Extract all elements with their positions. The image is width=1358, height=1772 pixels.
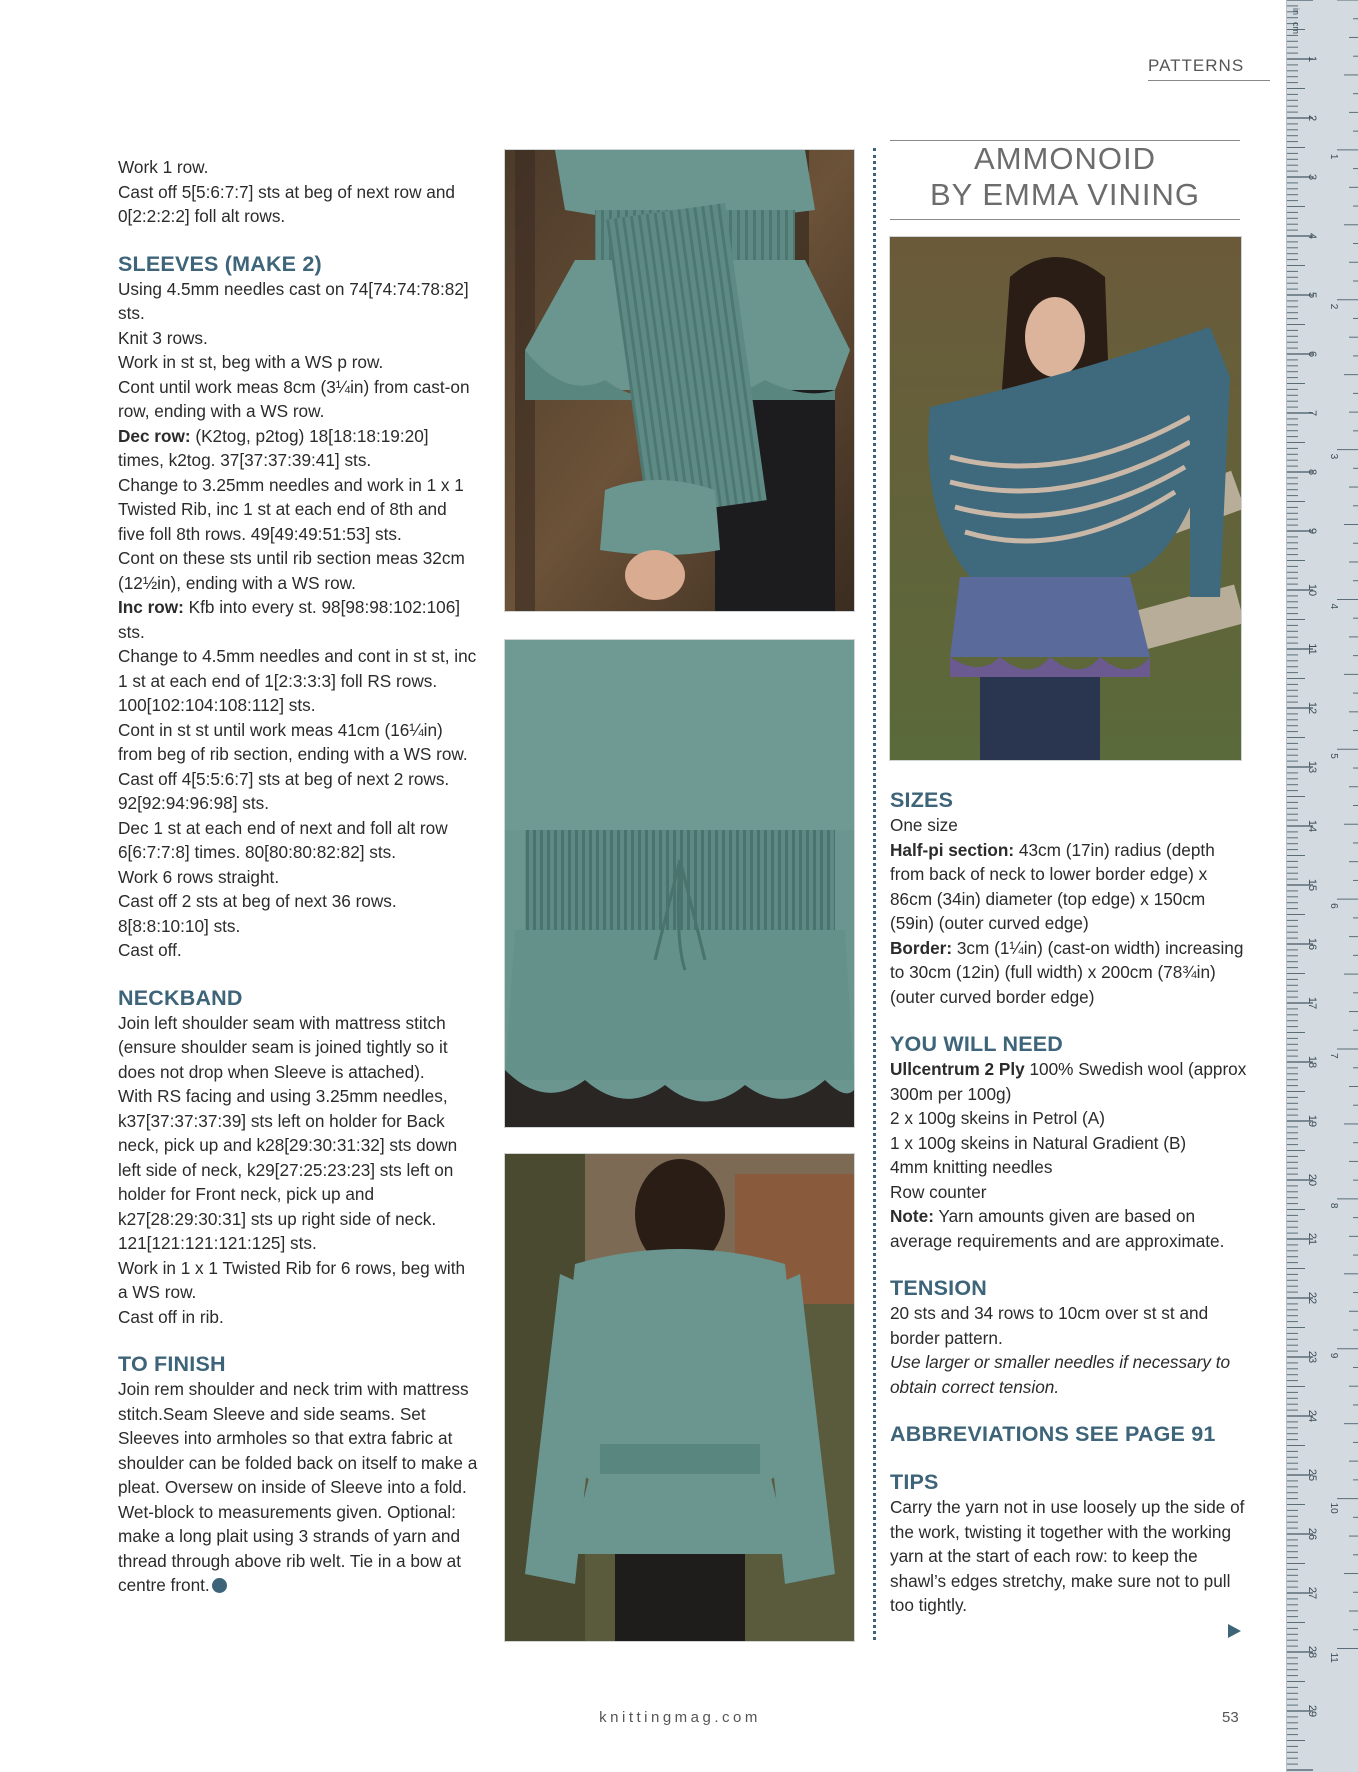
border-label: Border: <box>890 937 953 958</box>
need-line: 4mm knitting needles <box>890 1157 1053 1177</box>
title-line-2: BY EMMA VINING <box>929 177 1201 212</box>
ruler-inch-label: 6 <box>1328 903 1339 909</box>
sleeves-heading: SLEEVES (MAKE 2) <box>118 251 322 276</box>
sizes-half-pi <box>890 838 1250 936</box>
ruler-cm-label: 27 <box>1306 1586 1318 1600</box>
ruler-inch-label: 4 <box>1328 603 1339 610</box>
column-divider <box>873 148 876 1640</box>
abbreviations-heading: ABBREVIATIONS SEE PAGE 91 <box>890 1422 1216 1446</box>
intro-line: Work 1 row. <box>118 157 209 177</box>
yarn-ball-icon <box>212 1578 227 1593</box>
ruler-cm-label: 3 <box>1306 173 1318 181</box>
you-will-need-heading: YOU WILL NEED <box>890 1032 1064 1056</box>
neckband-line: Join left shoulder seam with mattress stitch (ensure shoulder seam is joined tightly so it does not drop when Sleeve is attached). <box>118 1012 448 1082</box>
pattern-column-left <box>118 155 478 1598</box>
ruler-cm-label: 14 <box>1306 819 1318 833</box>
intro-line: Cast off 5[5:6:7:7] sts at beg of next row and 0[2:2:2:2] foll alt rows. <box>118 181 455 226</box>
sleeves-line: Cont on these sts until rib section meas 32cm (12½in), ending with a WS row. <box>118 548 465 593</box>
ruler-inch-label: 10 <box>1328 1502 1339 1514</box>
dec-row-line <box>118 424 478 473</box>
tension-italic: Use larger or smaller needles if necessary to obtain correct tension. <box>890 1352 1231 1397</box>
sleeves-line: Knit 3 rows. <box>118 327 208 348</box>
sizes-border <box>890 936 1250 1010</box>
sleeves-line: Work 6 rows straight. <box>118 866 280 887</box>
photo-full-back <box>504 1153 855 1642</box>
yarn-text: 100% Swedish wool (approx 300m per 100g) <box>890 1059 1247 1104</box>
photo-sleeve-art <box>505 150 854 611</box>
ruler-inch-label: 5 <box>1328 753 1339 759</box>
ruler-cm-label: 11 <box>1306 643 1318 655</box>
ruler-cm-label: 17 <box>1306 996 1318 1010</box>
inc-row-line <box>118 595 478 644</box>
note-line <box>890 1204 1250 1253</box>
to-finish-body: Join rem shoulder and neck trim with mattress stitch.Seam Sleeve and side seams. Set Sleeves into armholes so that extra fabric at shoulder can be folded back on itself to make a pleat. Oversew on inside of Sleeve into a fold. Wet-block to measurements given. Optional: make a long plait using 3 strands of yarn and thread through above rib welt. Tie in a bow at centre front. <box>118 1379 478 1595</box>
footer-url: knittingmag.com <box>599 1709 761 1726</box>
ruler-cm-label: 24 <box>1306 1409 1318 1423</box>
ruler-cm-label: 16 <box>1306 937 1318 951</box>
inc-row-label: Inc row: <box>118 597 184 617</box>
continue-arrow-icon <box>1228 1624 1241 1638</box>
half-pi-label: Half-pi section: <box>890 839 1015 860</box>
neckband-line: With RS facing and using 3.25mm needles, k37[37:37:37:39] sts left on holder for Back neck, pick up and k28[29:30:31:32] sts down left side of neck, k29[27:25:23:23] sts left on holder for Front neck, pick up and k27[28:29:30:31] sts up right side of neck. 121[121:121:121:125] sts. <box>118 1086 458 1253</box>
photo-peplum-art <box>505 640 854 1127</box>
to-finish-heading: TO FINISH <box>118 1352 226 1376</box>
ruler-ticks <box>1287 0 1358 1772</box>
pattern-title <box>890 140 1240 220</box>
ruler-cm-label: 8 <box>1306 468 1318 476</box>
ruler-cm-label: 19 <box>1306 1114 1318 1128</box>
sleeves-line: Work in st st, beg with a WS p row. <box>118 352 384 372</box>
yarn-label: Ullcentrum 2 Ply <box>890 1059 1025 1079</box>
section-tag: PATTERNS <box>1148 56 1270 81</box>
ruler-inch-label: 7 <box>1328 1053 1339 1059</box>
sleeves-line: Cont until work meas 8cm (3¼in) from cast-on row, ending with a WS row. <box>118 376 470 421</box>
neckband-line: Cast off in rib. <box>118 1306 224 1327</box>
ruler-cm-label: 15 <box>1306 878 1318 892</box>
sleeves-line: Using 4.5mm needles cast on 74[74:74:78:82] sts. <box>118 278 469 323</box>
yarn-line <box>890 1057 1250 1106</box>
ruler-cm-label: 29 <box>1306 1704 1318 1718</box>
inc-row-text: Kfb into every st. 98[98:98:102:106] sts. <box>118 597 461 642</box>
sleeves-line: Cast off. <box>118 940 182 960</box>
sizes-one-size: One size <box>890 815 958 835</box>
sleeves-line: Cast off 4[5:5:6:7] sts at beg of next 2 rows. 92[92:94:96:98] sts. <box>118 768 450 813</box>
ruler-cm-label: 21 <box>1306 1232 1318 1246</box>
photo-shawl-model <box>889 236 1242 761</box>
sleeves-line: Cast off 2 sts at beg of next 36 rows. 8[8:8:10:10] sts. <box>118 891 397 936</box>
ruler-cm-label: 28 <box>1306 1645 1318 1659</box>
need-line: 1 x 100g skeins in Natural Gradient (B) <box>890 1132 1187 1153</box>
ruler-cm-label: 10 <box>1306 583 1318 597</box>
sleeves-line: Change to 3.25mm needles and work in 1 x 1 Twisted Rib, inc 1 st at each end of 8th and five foll 8th rows. 49[49:49:51:53] sts. <box>118 474 464 544</box>
ruler-cm-label: 26 <box>1306 1527 1318 1541</box>
to-finish-text <box>118 1377 478 1598</box>
tension-text: 20 sts and 34 rows to 10cm over st st and border pattern. <box>890 1303 1209 1348</box>
measuring-ruler <box>1286 0 1358 1772</box>
tips-heading: TIPS <box>890 1470 939 1494</box>
ruler-cm-label: 18 <box>1306 1055 1318 1069</box>
photo-sleeve-detail <box>504 149 855 612</box>
tips-text: Carry the yarn not in use loosely up the side of the work, twisting it together with the working yarn at the start of each row: to keep the shawl’s edges stretchy, make sure not to pull too tightly. <box>890 1497 1245 1615</box>
ruler-inch-label: 11 <box>1328 1652 1339 1663</box>
ruler-inch-label: 9 <box>1328 1352 1339 1359</box>
photo-peplum-back <box>504 639 855 1128</box>
ruler-unit-label: cm <box>1291 22 1301 34</box>
ruler-cm-label: 22 <box>1306 1291 1318 1305</box>
ruler-cm-label: 5 <box>1306 291 1318 299</box>
dec-row-label: Dec row: <box>118 425 191 446</box>
ruler-cm-label: 7 <box>1306 409 1318 417</box>
ruler-cm-label: 13 <box>1306 760 1318 774</box>
border-text: 3cm (1¼in) (cast-on width) increasing to 30cm (12in) (full width) x 200cm (78¾in) (outer curved border edge) <box>890 937 1244 1007</box>
ruler-cm-label: 2 <box>1306 114 1318 122</box>
pattern-column-right <box>890 787 1250 1618</box>
half-pi-text: 43cm (17in) radius (depth from back of neck to lower border edge) x 86cm (34in) diameter (top edge) x 150cm (59in) (outer curved edge) <box>890 839 1215 933</box>
ruler-cm-label: 25 <box>1306 1468 1318 1482</box>
ruler-inch-label: 2 <box>1328 303 1339 310</box>
ruler-cm-label: 1 <box>1306 55 1318 63</box>
sizes-heading: SIZES <box>890 788 954 812</box>
sleeves-line: Cont in st st until work meas 41cm (16¼in) from beg of rib section, ending with a WS row. <box>118 719 468 764</box>
ruler-inch-label: 8 <box>1328 1202 1339 1209</box>
ruler-inch-label: 3 <box>1328 453 1339 460</box>
photo-full-back-art <box>505 1154 854 1641</box>
dec-row-text: (K2tog, p2tog) 18[18:18:19:20] times, k2tog. 37[37:37:39:41] sts. <box>118 425 429 470</box>
title-line-1: AMMONOID <box>974 141 1156 176</box>
sleeves-line: Dec 1 st at each end of next and foll alt row 6[6:7:7:8] times. 80[80:80:82:82] sts. <box>118 817 448 862</box>
tension-heading: TENSION <box>890 1276 987 1300</box>
ruler-inch-label: 1 <box>1328 153 1339 160</box>
neckband-heading: NECKBAND <box>118 985 243 1010</box>
ruler-unit-label: in <box>1291 8 1301 16</box>
ruler-cm-label: 20 <box>1306 1173 1318 1187</box>
ruler-cm-label: 6 <box>1306 350 1318 358</box>
ruler-cm-label: 9 <box>1306 527 1318 535</box>
ruler-cm-label: 4 <box>1306 232 1318 240</box>
note-text: Yarn amounts given are based on average requirements and are approximate. <box>890 1206 1225 1251</box>
need-line: 2 x 100g skeins in Petrol (A) <box>890 1108 1105 1128</box>
page-number: 53 <box>1222 1709 1239 1726</box>
need-line: Row counter <box>890 1181 987 1202</box>
ruler-cm-label: 12 <box>1306 701 1318 715</box>
ruler-cm-label: 23 <box>1306 1350 1318 1364</box>
photo-shawl-art <box>890 237 1241 760</box>
neckband-line: Work in 1 x 1 Twisted Rib for 6 rows, beg with a WS row. <box>118 1257 466 1302</box>
note-label: Note: <box>890 1206 934 1226</box>
sleeves-line: Change to 4.5mm needles and cont in st st, inc 1 st at each end of 1[2:3:3:3] foll RS rows. 100[102:104:108:112] sts. <box>118 646 477 715</box>
